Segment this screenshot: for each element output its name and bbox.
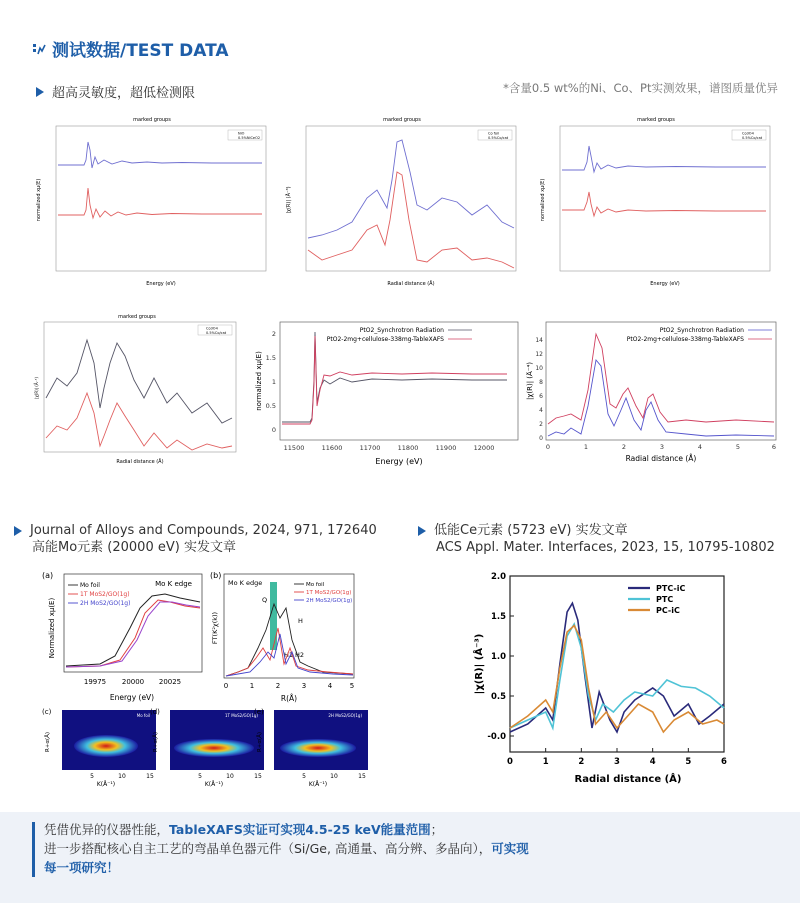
legend-label: PtO2_Synchrotron Radiation — [659, 327, 744, 334]
chart-title: marked groups — [133, 117, 171, 123]
plot-frame — [44, 322, 236, 452]
legend-label: PTC-iC — [656, 584, 686, 593]
series-line — [226, 604, 353, 676]
y-axis-label: R+α(Å) — [45, 731, 51, 753]
y-tick-labels — [266, 330, 276, 434]
series-line — [66, 600, 200, 667]
series-line — [308, 172, 514, 268]
y-tick-labels — [535, 337, 543, 442]
y-axis-label: |χ(R)| (Å⁻³) — [34, 377, 39, 399]
x-tick-label: 10 — [118, 773, 126, 780]
legend-label: 2H MoS2/GO(1g) — [80, 600, 131, 607]
chart-ce-ft — [470, 568, 740, 790]
y-tick-label: 1 — [271, 378, 276, 386]
plot-frame — [306, 126, 516, 271]
x-axis-label: Radial distance (Å) — [574, 774, 682, 785]
triangle-bullet-icon — [36, 87, 44, 97]
y-tick-label: 14 — [535, 337, 543, 344]
plot-frame — [560, 126, 770, 271]
x-tick-label: 20025 — [158, 678, 182, 686]
x-tick-label: 4 — [649, 757, 656, 767]
x-tick-label: 5 — [735, 443, 741, 451]
panel-letter: (a) — [42, 571, 54, 580]
series-line — [562, 192, 766, 216]
plot-frame — [510, 576, 724, 752]
y-tick-label: 0.5 — [490, 692, 506, 702]
legend-label: 0.5%Co/cat — [206, 331, 227, 335]
x-tick-label: 6 — [771, 443, 777, 451]
y-tick-label: 4 — [539, 407, 543, 414]
x-tick-label: 11700 — [359, 444, 381, 452]
accent-bar — [32, 822, 35, 877]
footer-highlight: TableXAFS实证可实现4.5-25 keV能量范围 — [169, 822, 431, 837]
footer-text-span: 凭借优异的仪器性能， — [44, 822, 170, 837]
chart-mo-ft — [208, 568, 358, 708]
section-title — [32, 36, 229, 61]
legend-label: PtO2_Synchrotron Radiation — [359, 327, 444, 334]
footer-panel — [0, 812, 800, 903]
x-tick-label: 1 — [583, 443, 589, 451]
peak-label: H — [298, 617, 303, 625]
series-line — [46, 393, 232, 450]
ref-right — [418, 522, 628, 539]
series-line — [58, 188, 262, 218]
x-tick-label: 3 — [301, 682, 307, 690]
x-tick-label: 5 — [302, 773, 306, 780]
legend-label: 1T MoS2/GO(1g) — [80, 591, 130, 598]
y-tick-label: 2.0 — [490, 572, 506, 582]
series-line — [308, 140, 514, 238]
y-axis-label: normalized xμ(E) — [36, 178, 42, 222]
x-tick-label: 11600 — [321, 444, 343, 452]
heatmap-1t-mos2 — [148, 706, 268, 788]
heatmap-blob — [174, 739, 254, 757]
chart-title: marked groups — [118, 314, 156, 320]
x-tick-label: 5 — [90, 773, 94, 780]
x-tick-label: 15 — [254, 773, 262, 780]
x-tick-label: 1 — [249, 682, 255, 690]
x-tick-label: 4 — [697, 443, 703, 451]
y-axis-label: R+α(Å) — [153, 731, 159, 753]
y-tick-label: -0.0 — [487, 732, 506, 742]
y-tick-label: 10 — [535, 365, 543, 372]
footer-highlight: 可实现 — [491, 841, 529, 856]
x-tick-label: 0 — [507, 757, 513, 767]
y-axis-label: Normalized xμ(E) — [48, 597, 56, 659]
x-axis-label: Energy (eV) — [375, 457, 423, 466]
x-tick-label: 5 — [685, 757, 692, 767]
series-line — [46, 340, 232, 423]
x-tick-label: 12000 — [473, 444, 495, 452]
footer-text — [44, 820, 784, 877]
x-tick-label: 15 — [358, 773, 366, 780]
chart-mo-xanes — [40, 568, 205, 708]
section1-subtitle — [36, 82, 195, 101]
subtitle-text: 超高灵敏度，超低检测限 — [52, 86, 196, 101]
x-axis-label: K(Å⁻¹) — [96, 781, 116, 788]
y-axis-label: |χ(R)| (Å⁻³) — [286, 186, 292, 214]
x-tick-label: 4 — [327, 682, 333, 690]
edge-label: Mo K edge — [228, 579, 263, 587]
x-tick-label: 0 — [223, 682, 229, 690]
legend-label: Mo foil — [306, 582, 325, 588]
panel-letter: (b) — [210, 571, 222, 580]
legend-label: 0.5%Co/cat — [488, 136, 509, 140]
chart-co-ft-2 — [32, 308, 242, 468]
x-axis-label: Radial distance (Å) — [387, 281, 435, 287]
footer-text-span: 进一步搭配核心自主工艺的弯晶单色器元件（Si/Ge, 高通量、高分辨、多晶向）， — [44, 841, 492, 856]
series-line — [66, 602, 200, 667]
series-line — [510, 603, 724, 732]
x-tick-label: 2 — [621, 443, 627, 451]
legend-label: PtO2-2mg+cellulose-338mg-TableXAFS — [626, 336, 744, 343]
x-axis-label: Energy (eV) — [146, 281, 176, 287]
legend-label: 2H MoS2/GO(1g) — [306, 598, 353, 604]
footer-line-3: 每一项研究！ — [44, 860, 120, 875]
panel-letter: (c) — [42, 708, 52, 716]
x-tick-label: 19975 — [83, 678, 107, 686]
chart-co-ft — [282, 110, 522, 290]
heatmap-series-label: 1T MoS2/GO(1g) — [224, 713, 258, 718]
x-tick-label: 6 — [721, 757, 727, 767]
data-chart-icon — [32, 42, 46, 56]
y-tick-label: 0.5 — [265, 402, 276, 410]
x-axis-label: Radial distance (Å) — [625, 454, 697, 463]
y-tick-label: 8 — [539, 379, 543, 386]
legend-label: PTC — [656, 595, 674, 604]
peak-label: H1 — [284, 651, 294, 659]
series-line — [548, 334, 774, 424]
footer-text-span: ； — [430, 822, 444, 837]
x-axis-label: Radial distance (Å) — [116, 459, 164, 465]
y-axis-label: FT(K²χ(k)) — [211, 611, 219, 645]
edge-label: Mo K edge — [155, 580, 192, 588]
x-tick-label: 11900 — [435, 444, 457, 452]
legend-label: 1T MoS2/GO(1g) — [306, 590, 352, 596]
legend-label: PC-iC — [656, 606, 680, 615]
y-tick-label: 1.0 — [490, 652, 506, 662]
legend-label: NiO — [238, 131, 245, 136]
x-tick-labels — [284, 444, 495, 452]
series-line — [510, 626, 724, 732]
heatmap-blob — [280, 739, 356, 757]
y-tick-label: 1.5 — [265, 354, 276, 362]
y-tick-label: 6 — [539, 393, 543, 400]
chart-ni-xanes — [32, 110, 272, 290]
x-tick-label: 5 — [198, 773, 202, 780]
x-tick-label: 11800 — [397, 444, 419, 452]
legend-label: Co3O4 — [206, 326, 218, 331]
x-tick-label: 5 — [349, 682, 355, 690]
panel-letter: (e) — [254, 708, 264, 716]
highlight-band — [270, 582, 277, 650]
footer-line-2 — [44, 839, 784, 858]
x-tick-label: 10 — [330, 773, 338, 780]
chart-pt-ft — [526, 318, 782, 468]
y-tick-label: 0 — [271, 426, 276, 434]
ref-left-line1: Journal of Alloys and Compounds, 2024, 971, 172640 — [30, 523, 377, 538]
heatmap-series-label: Mo foil — [136, 713, 150, 718]
ref-right-line2: ACS Appl. Mater. Interfaces, 2023, 15, 10795-10802 — [436, 540, 775, 555]
footer-line-1 — [44, 820, 784, 839]
y-axis-label: |χ(R)| (Å⁻³) — [474, 633, 485, 695]
x-tick-label: 20000 — [121, 678, 145, 686]
y-tick-label: 12 — [535, 351, 543, 358]
triangle-bullet-icon — [418, 526, 426, 536]
x-tick-label: 11500 — [283, 444, 305, 452]
x-axis-label: K(Å⁻¹) — [204, 781, 224, 788]
heatmap-2h-mos2 — [252, 706, 372, 788]
heatmap-mo-foil — [40, 706, 160, 788]
heatmap-series-label: 2H MoS2/GO(1g) — [328, 713, 362, 718]
y-axis-label: normalized xμ(E) — [540, 178, 546, 222]
legend-label: Co3O4 — [742, 131, 754, 136]
y-axis-label: |χ(R)| (Å⁻⁴) — [526, 361, 534, 401]
ref-right-line1: 低能Ce元素 (5723 eV) 实发文章 — [434, 523, 628, 538]
chart-title: marked groups — [637, 117, 675, 123]
chart-title: marked groups — [383, 117, 421, 123]
x-tick-label: 0 — [545, 443, 551, 451]
chart-co-xanes — [536, 110, 776, 290]
y-axis-label: R+α(Å) — [257, 731, 263, 753]
legend-label: Co foil — [488, 131, 500, 136]
heatmap-blob — [74, 735, 138, 757]
x-tick-labels — [546, 443, 776, 451]
y-axis-label: normalized xμ(E) — [255, 351, 263, 411]
series-line — [548, 360, 774, 436]
page-title: 测试数据/TEST DATA — [52, 41, 229, 61]
x-tick-label: 15 — [146, 773, 154, 780]
triangle-bullet-icon — [14, 526, 22, 536]
x-axis-label: R(Å) — [280, 694, 298, 703]
panel-letter: (d) — [150, 708, 160, 716]
y-tick-label: 2 — [539, 421, 543, 428]
x-tick-label: 1 — [542, 757, 549, 767]
legend-label: Mo foil — [80, 582, 100, 589]
legend-label: PtO2-2mg+cellulose-338mg-TableXAFS — [326, 336, 444, 343]
series-line — [562, 146, 766, 172]
x-tick-label: 2 — [275, 682, 281, 690]
peak-label: H2 — [295, 651, 305, 659]
ref-left-line2: 高能Mo元素 (20000 eV) 实发文章 — [32, 540, 236, 555]
y-tick-label: 1.5 — [490, 612, 506, 622]
legend-label: 0.5%Co/cat — [742, 136, 763, 140]
quality-note: *含量0.5 wt%的Ni、Co、Pt实测效果，谱图质量优异 — [503, 81, 778, 95]
peak-label: Q — [262, 596, 268, 604]
series-line — [58, 142, 262, 168]
y-tick-label: 0 — [539, 435, 543, 442]
x-tick-label: 3 — [659, 443, 665, 451]
ref-left — [14, 522, 377, 539]
x-axis-label: Energy (eV) — [650, 281, 680, 287]
y-tick-label: 2 — [271, 330, 276, 338]
x-tick-label: 10 — [226, 773, 234, 780]
x-tick-label: 3 — [614, 757, 620, 767]
legend-label: 0.5%NiCeO2 — [238, 136, 261, 140]
x-axis-label: K(Å⁻¹) — [308, 781, 328, 788]
chart-pt-xanes — [252, 318, 522, 470]
x-axis-label: Energy (eV) — [109, 693, 155, 702]
x-tick-label: 2 — [578, 757, 585, 767]
